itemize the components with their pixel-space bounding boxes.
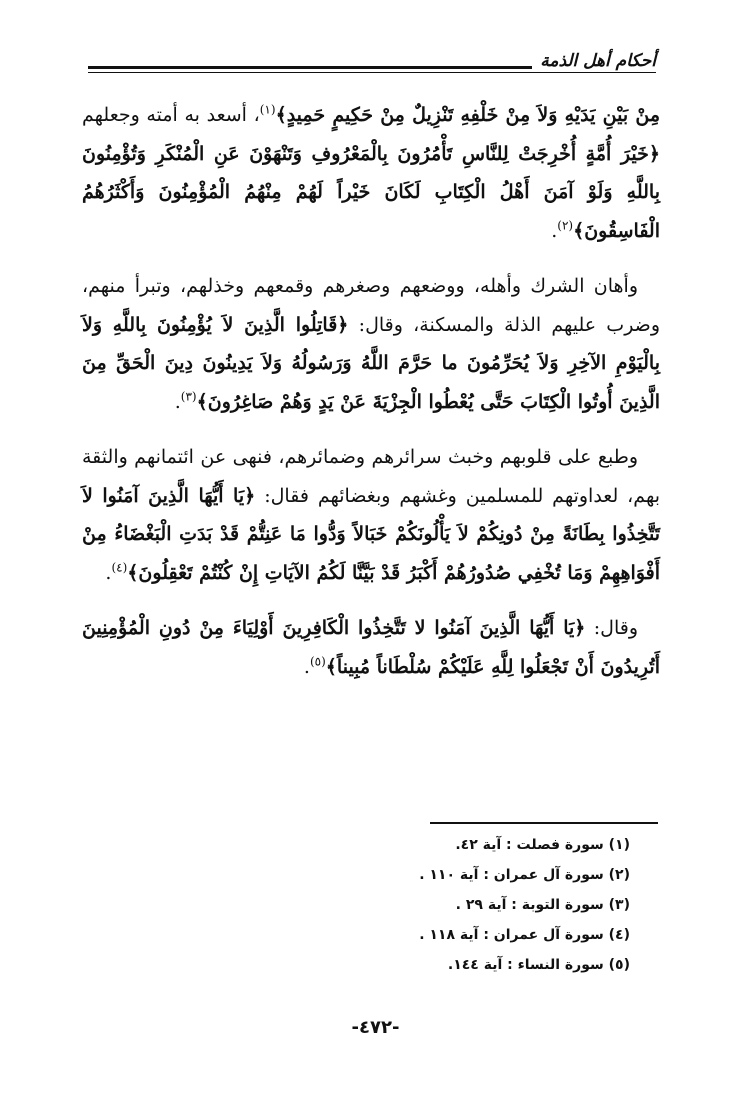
page-number: -٤٧٢- — [351, 1017, 400, 1038]
paragraph — [82, 609, 660, 686]
footnotes — [300, 830, 630, 980]
quran-quote: ﴿قَاتِلُوا الَّذِينَ لاَ يُؤْمِنُونَ بِاللَّهِ وَلاَ بِالْيَوْمِ الآخِرِ وَلاَ يُحَرِّمُونَ ما حَرَّمَ اللَّهُ وَرَسُولُهُ وَلاَ يَدِينُونَ دِينَ الْحَقِّ مِنَ الَّذِينَ أُوتُوا الْكِتَابَ حَتَّى يُعْطُوا الْجِزْيَةَ عَنْ يَدٍ وَهُمْ صَاغِرُونَ﴾ — [82, 313, 660, 413]
footnote-ref: (٥) — [309, 654, 326, 669]
running-header — [88, 48, 656, 84]
prose-text: وقال: — [585, 617, 639, 639]
quran-quote: ﴿يَا أَيُّهَا الَّذِينَ آمَنُوا لاَ تَتَّخِذُوا بِطَانَةً مِنْ دُونِكُمْ لاَ يَأْلُونَكُمْ خَبَالاً وَدُّوا مَا عَنِتُّمْ قَدْ بَدَتِ الْبَغْضَاءُ مِنْ أَفْوَاهِهِمْ وَمَا تُخْفِي صُدُورُهُمْ أَكْبَرُ قَدْ بَيَّنَّا لَكُمُ الآيَاتِ إِنْ كُنْتُمْ تَعْقِلُونَ﴾ — [82, 484, 660, 584]
footnote-ref: (٤) — [111, 560, 128, 575]
footnote-item: (٢) سورة آل عمران : آية ١١٠ . — [419, 867, 630, 883]
footnote-divider — [430, 822, 658, 824]
footnote-ref: (١) — [259, 102, 276, 117]
prose-text: . — [105, 561, 112, 584]
prose-text: . — [303, 655, 310, 678]
quran-quote: مِنْ بَيْنِ يَدَيْهِ وَلاَ مِنْ خَلْفِهِ تَنْزِيلٌ مِنْ حَكِيمٍ حَمِيدٍ﴾ — [275, 104, 660, 126]
paragraph — [82, 438, 660, 592]
prose-text: . — [174, 390, 181, 413]
footnote-item: (١) سورة فصلت : آية ٤٢. — [455, 837, 630, 853]
prose-text: وطبع على قلوبهم وخبث سرائرهم وضمائرهم، فنهى عن ائتمانهم والثقة بهم، لعداوتهم للمسلمين وغشهم وبغضائهم فقال: — [82, 446, 661, 507]
footnote-item: (٥) سورة النساء : آية ١٤٤. — [447, 957, 630, 973]
footnote-ref: (٣) — [180, 389, 197, 404]
quran-quote: ﴿خَيْرَ أُمَّةٍ أُخْرِجَتْ لِلنَّاسِ تَأْمُرُونَ بِالْمَعْرُوفِ وَتَنْهَوْنَ عَنِ الْمُنْكَرِ وَتُؤْمِنُونَ بِاللَّهِ وَلَوْ آمَنَ أَهْلُ الْكِتَابِ لَكَانَ خَيْراً لَهُمْ مِنْهُمُ الْمُؤْمِنُونَ وَأَكْثَرُهُمُ الْفَاسِقُونَ﴾ — [82, 142, 660, 242]
prose-text: ، أسعد به أمته وجعلهم — [82, 104, 260, 126]
header-rule-thin — [88, 72, 656, 73]
quran-quote: ﴿يَا أَيُّهَا الَّذِينَ آمَنُوا لا تَتَّخِذُوا الْكَافِرِينَ أَوْلِيَاءَ مِنْ دُونِ الْمُؤْمِنِينَ أَتُرِيدُونَ أَنْ تَجْعَلُوا لِلَّهِ عَلَيْكُمْ سُلْطَاناً مُبِيناً﴾ — [82, 617, 660, 678]
footnote-item: (٤) سورة آل عمران : آية ١١٨ . — [419, 927, 630, 943]
paragraph — [82, 96, 660, 250]
header-title: أحكام أهل الذمة — [532, 50, 656, 72]
main-text — [82, 96, 660, 703]
footnote-ref: (٢) — [557, 218, 574, 233]
prose-text: وأهان الشرك وأهله، ووضعهم وصغرهم وقمعهم وخذلهم، وتبرأ منهم، وضرب عليهم الذلة والمسكنة، وقال: — [82, 275, 660, 336]
footnote-item: (٣) سورة التوبة : آية ٢٩ . — [455, 897, 630, 913]
prose-text: . — [551, 219, 558, 242]
paragraph — [82, 267, 660, 421]
